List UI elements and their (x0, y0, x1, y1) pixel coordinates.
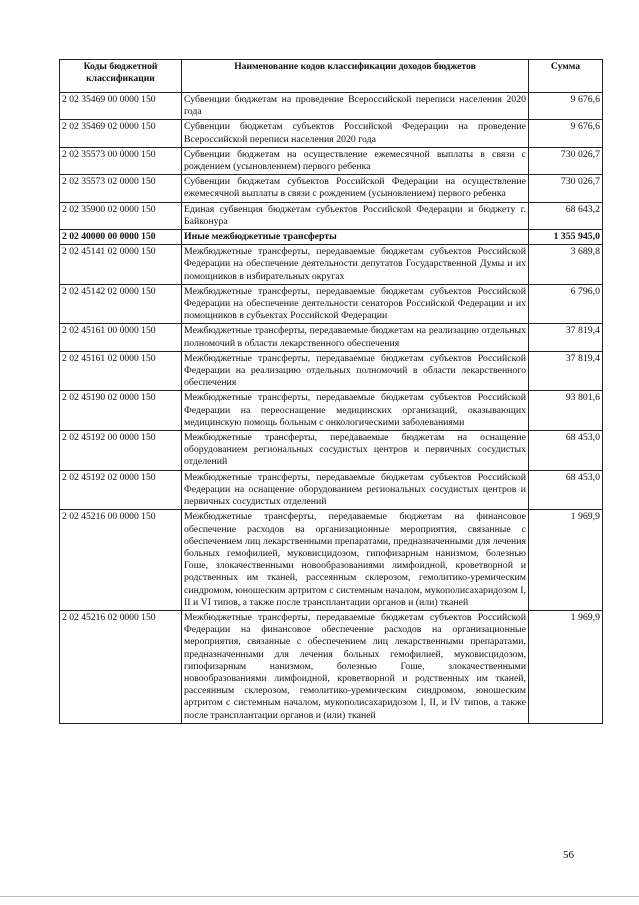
table-row (60, 120, 603, 147)
row-code: 2 02 35469 00 0000 150 (60, 93, 182, 120)
table-row (60, 245, 603, 285)
row-name: Субвенции бюджетам субъектов Российской Федерации на проведение Всероссийской переписи населения 2020 года (182, 120, 529, 147)
row-name: Межбюджетные трансферты, передаваемые бюджетам на оснащение оборудованием региональных сосудистых центров и первичных сосудистых отделений (182, 431, 529, 471)
row-sum: 68 643,2 (529, 202, 603, 229)
row-code: 2 02 45192 02 0000 150 (60, 470, 182, 510)
header-names: Наименование кодов классификации доходов бюджетов (182, 60, 529, 93)
row-sum: 730 026,7 (529, 147, 603, 174)
table-row (60, 470, 603, 510)
table-row (60, 230, 603, 245)
row-name: Единая субвенция бюджетам субъектов Российской Федерации и бюджету г. Байконура (182, 202, 529, 229)
table-row (60, 324, 603, 351)
table-row (60, 351, 603, 391)
row-code: 2 02 35573 02 0000 150 (60, 175, 182, 202)
row-sum: 3 689,8 (529, 245, 603, 285)
row-sum: 37 819,4 (529, 324, 603, 351)
row-sum: 9 676,6 (529, 120, 603, 147)
row-name: Межбюджетные трансферты, передаваемые бюджетам субъектов Российской Федерации на переоснащение медицинских организаций, оказывающих медицинскую помощь больным с онкологическими заболеваниями (182, 391, 529, 431)
table-row (60, 175, 603, 202)
row-name: Межбюджетные трансферты, передаваемые бюджетам на финансовое обеспечение расходов на организационные мероприятия, связанные с обеспечением лиц лекарственными препаратами, предназначенными для лечения больных гемофилией, муковисцидозом, гипофизарным нанизмом, болезнью Гоше, злокачественными новообразованиями лимфоидной, кроветворной и родственных им тканей, рассеянным склерозом, гемолитико-уремическим синдромом, юношеским артритом с системным началом, мукополисахаридозом I, II и VI типов, а также после трансплантации органов и (или) тканей (182, 510, 529, 611)
table-row (60, 202, 603, 229)
row-sum: 6 796,0 (529, 284, 603, 324)
row-sum: 93 801,6 (529, 391, 603, 431)
table-row (60, 610, 603, 723)
scan-edge-divider (0, 896, 639, 897)
row-sum: 730 026,7 (529, 175, 603, 202)
page-number: 56 (563, 849, 574, 861)
row-name: Субвенции бюджетам на осуществление ежемесячной выплаты в связи с рождением (усыновлением) первого ребенка (182, 147, 529, 174)
table-row (60, 284, 603, 324)
row-code: 2 02 45161 02 0000 150 (60, 351, 182, 391)
row-sum: 68 453,0 (529, 470, 603, 510)
row-code: 2 02 45216 02 0000 150 (60, 610, 182, 723)
row-name: Субвенции бюджетам субъектов Российской Федерации на осуществление ежемесячной выплаты в связи с рождением (усыновлением) первого ребенка (182, 175, 529, 202)
row-name: Иные межбюджетные трансферты (182, 230, 529, 245)
row-sum: 9 676,6 (529, 93, 603, 120)
row-code: 2 02 35573 00 0000 150 (60, 147, 182, 174)
table-header-row (60, 60, 603, 93)
row-name: Межбюджетные трансферты, передаваемые бюджетам субъектов Российской Федерации на обеспечение деятельности сенаторов Российской Федерации и их помощников в субъектах Российской Федерации (182, 284, 529, 324)
row-code: 2 02 35900 02 0000 150 (60, 202, 182, 229)
row-code: 2 02 40000 00 0000 150 (60, 230, 182, 245)
table-row (60, 93, 603, 120)
row-name: Межбюджетные трансферты, передаваемые бюджетам субъектов Российской Федерации на обеспечение деятельности депутатов Государственной Думы и их помощников в избирательных округах (182, 245, 529, 285)
row-name: Межбюджетные трансферты, передаваемые бюджетам субъектов Российской Федерации на оснащение оборудованием региональных сосудистых центров и первичных сосудистых отделений (182, 470, 529, 510)
row-name: Субвенции бюджетам на проведение Всероссийской переписи населения 2020 года (182, 93, 529, 120)
row-sum: 1 969,9 (529, 610, 603, 723)
row-sum: 37 819,4 (529, 351, 603, 391)
row-code: 2 02 45190 02 0000 150 (60, 391, 182, 431)
budget-classification-table (59, 59, 603, 724)
row-name: Межбюджетные трансферты, передаваемые бюджетам на реализацию отдельных полномочий в области лекарственного обеспечения (182, 324, 529, 351)
header-sum: Сумма (529, 60, 603, 93)
header-codes: Коды бюджетной классификации (60, 60, 182, 93)
row-sum: 1 969,9 (529, 510, 603, 611)
row-code: 2 02 35469 02 0000 150 (60, 120, 182, 147)
row-name: Межбюджетные трансферты, передаваемые бюджетам субъектов Российской Федерации на финансовое обеспечение расходов на организационные мероприятия, связанные с обеспечением лиц лекарственными препаратами, предназначенными для лечения больных гемофилией, муковисцидозом, гипофизарным нанизмом, болезнью Гоше, злокачественными новообразованиями лимфоидной, кроветворной и родственных им тканей, рассеянным склерозом, гемолитико-уремическим синдромом, юношеским артритом с системным началом, мукополисахаридозом I, II, и IV типов, а также после трансплантации органов и (или) тканей (182, 610, 529, 723)
row-code: 2 02 45161 00 0000 150 (60, 324, 182, 351)
row-sum: 68 453,0 (529, 431, 603, 471)
row-code: 2 02 45142 02 0000 150 (60, 284, 182, 324)
table-row (60, 391, 603, 431)
table-row (60, 510, 603, 611)
row-code: 2 02 45141 02 0000 150 (60, 245, 182, 285)
row-code: 2 02 45216 00 0000 150 (60, 510, 182, 611)
row-code: 2 02 45192 00 0000 150 (60, 431, 182, 471)
row-sum: 1 355 945,0 (529, 230, 603, 245)
table-row (60, 431, 603, 471)
row-name: Межбюджетные трансферты, передаваемые бюджетам субъектов Российской Федерации на реализацию отдельных полномочий в области лекарственного обеспечения (182, 351, 529, 391)
table-row (60, 147, 603, 174)
